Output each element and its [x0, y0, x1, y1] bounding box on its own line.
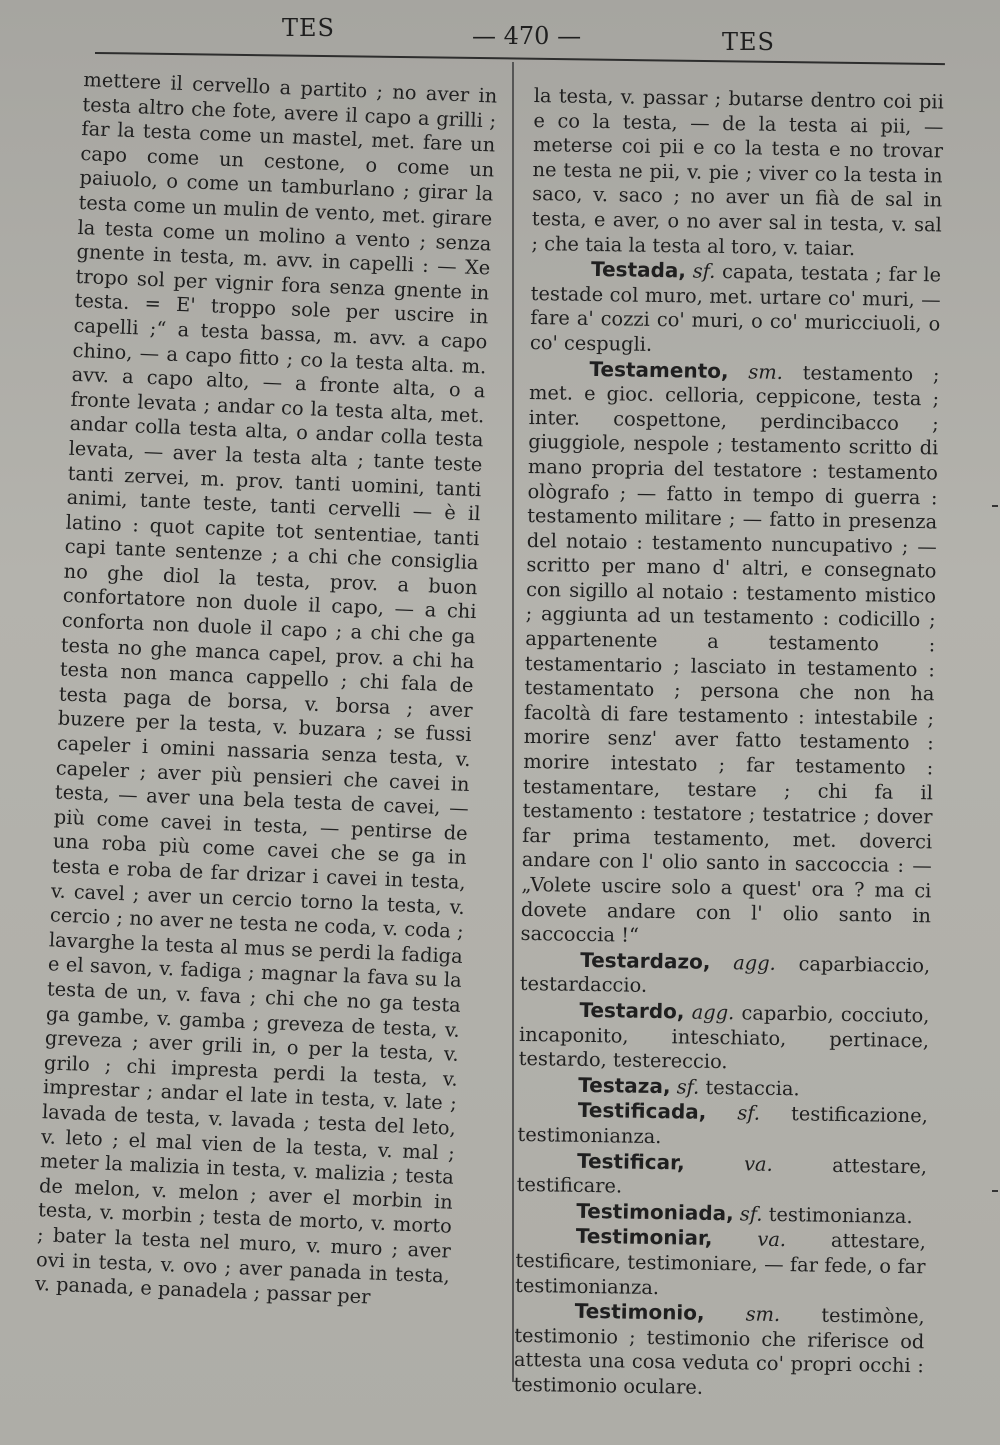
dictionary-entry	[530, 256, 942, 362]
dictionary-entry	[515, 1223, 926, 1304]
running-header	[0, 10, 1000, 56]
entry-pos: sf.	[692, 259, 716, 284]
entry-pos: sm.	[745, 1302, 781, 1327]
entry-pos: agg.	[733, 951, 776, 975]
entry-pos: va.	[757, 1227, 787, 1252]
entry-definition: attestare, testificare, testimoniare, — far fede, o far testimonianza.	[514, 1229, 927, 1299]
entry-headword: Testardazo,	[580, 947, 711, 974]
entry-headword: Testaza,	[578, 1072, 671, 1099]
right-column	[513, 84, 944, 1404]
right-column-continuation: la testa, v. passar ; butarse dentro coi pii e co la testa, — de la testa ai pii, — meterse coi pii e co la testa e no trovar ne testa ne pii, v. pie ; viver co la testa in saco, v. saco ; no aver un fià de sal in testa, e aver, o no aver sal in testa, v. sal ; che taia la testa al toro, v. taiar.	[531, 84, 944, 260]
entry-pos: sm.	[748, 359, 784, 384]
entry-definition: testificazione, testimonianza.	[517, 1102, 929, 1149]
entry-headword: Testardo,	[579, 997, 685, 1024]
dictionary-entry	[520, 947, 931, 1004]
column-divider	[512, 62, 514, 1382]
left-column	[35, 68, 498, 1313]
entry-headword: Testimoniada,	[576, 1198, 734, 1225]
entry-pos: sf.	[676, 1075, 700, 1099]
dictionary-entry	[518, 997, 929, 1078]
entry-headword: Testimonio,	[574, 1298, 705, 1325]
entry-pos: agg.	[691, 1000, 735, 1025]
left-column-text: mettere il cervello a partito ; no aver in testa altro che fote, avere il capo a grilli ; far la testa come un mastel, met. fare un capo come un cestone, o come un paiuolo, o come un tamburlano ; girar la testa come un mulin de vento, met. girare la testa come un molino a vento ; senza gnente in testa, m. avv. in capelli : — Xe tropo sol per vignir fora senza gnente in testa. = E' troppo sole per uscire in capelli ;“ a testa bassa, m. avv. a capo chino, — a capo fitto ; co la testa alta. m. avv. a capo alto, — a fronte alta, o a fronte levata ; andar co la testa alta, met. andar colla testa alta, o andar colla testa levata, — aver la testa alta ; tante teste tanti zervei, m. prov. tanti uomini, tanti animi, tante teste, tanti cervelli — è il latino : quot capite tot sententiae, tanti capi tante sentenze ; a chi che consiglia no ghe diol la testa, prov. a buon confortatore non duole il capo, — a chi conforta non duole il capo ; a chi che ga testa no ghe manca capel, prov. a chi ha testa non manca cappello ; chi fala de testa paga de borsa, v. borsa ; aver buzere per la testa, v. buzara ; se fussi capeler i omini nassaria senza testa, v. capeler ; aver più pensieri che cavei in testa, — aver una bela testa de cavei, — più come cavei in testa, — pentirse de una roba più come cavei che se ga in testa e roba de far drizar i cavei in testa, v. cavel ; aver un cercio torno la testa, v. cercio ; no aver ne testa ne coda, v. coda ; lavarghe la testa al mus se perdi la fadiga e el savon, v. fadiga ; magnar la fava su la testa de un, v. fava ; chi che no ga testa ga gambe, v. gamba ; greveza de testa, v. greveza ; aver grili in, o per la testa, v. grilo ; chi impresta perdi la testa, v. imprestar ; andar el late in testa, v. late ; lavada de testa, v. lavada ; testa del leto, v. leto ; el mal vien de la testa, v. mal ; meter la malizia in testa, v. malizia ; testa de melon, v. melon ; aver el morbin in testa, v. morbin ; testa de morto, v. morto ; bater la testa nel muro, v. muro ; aver ovi in testa, v. ovo ; aver panada in testa, v. panada, e panadela ; passar per	[34, 68, 498, 1309]
entry-definition: caparbio, cocciuto, incaponito, inteschiato, pertinace, testardo, testereccio.	[518, 1001, 930, 1074]
entry-definition: testimòne, testimonio ; testimonio che riferisce od attesta una cosa veduta co' propri occhi : testimonio oculare.	[513, 1303, 925, 1399]
dictionary-entry	[517, 1147, 928, 1204]
entry-headword: Testificada,	[577, 1098, 707, 1125]
header-guide-word-left: TES	[282, 14, 335, 42]
entry-pos: va.	[743, 1151, 773, 1176]
entry-definition: caparbiaccio, testardaccio.	[519, 952, 931, 998]
entry-definition: capata, testata ; far le testade col muro, met. urtare co' muri, — fare a' cozzi co' muri, o co' muricciuoli, o co' cespugli.	[529, 260, 942, 356]
entry-headword: Testimoniar,	[575, 1224, 713, 1251]
entry-definition: attestare, testificare.	[516, 1153, 928, 1198]
entry-headword: Testificar,	[576, 1148, 685, 1175]
page-number: — 470 —	[472, 22, 582, 50]
dictionary-entry	[520, 355, 939, 953]
entry-definition: testimonianza.	[768, 1202, 913, 1228]
edge-tick-mark	[992, 1190, 998, 1192]
entry-pos: sf.	[739, 1202, 763, 1226]
header-rule	[95, 52, 945, 65]
dictionary-entry	[513, 1298, 925, 1404]
entry-headword: Testada,	[590, 257, 687, 283]
edge-tick-mark	[992, 505, 998, 507]
entry-definition: testaccia.	[705, 1075, 800, 1101]
header-guide-word-right: TES	[722, 28, 775, 56]
entry-pos: sf.	[737, 1101, 761, 1126]
entry-headword: Testamento,	[589, 356, 729, 383]
dictionary-entry	[517, 1097, 928, 1154]
entry-definition: testamento ; met. e gioc. celloria, ceppicone, testa ; inter. cospettone, perdincibacco ; giuggiole, nespole ; testamento scritto di mano propria del testatore : testamento ològrafo ; — fatto in tempo di guerra : testamento militare ; — fatto in presenza del notaio : testamento nuncupativo ; — scritto per mano d' altri, e consegnato con sigillo al notaio : testamento mistico ; aggiunta ad un testamento : codicillo ; appartenente a testamento : testamentario ; lasciato in testamento : testamentato ; persona che non ha facoltà di fare testamento : intestabile ; morire senz' aver fatto testamento : morire intestato ; far testamento : testamentare, testare ; chi fa il testamento : testatore ; testatrice ; dover far prima testamento, met. doverci andare con l' olio santo in saccoccia : — „Volete uscire solo a quest' ora ? ma ci dovete andare con l' olio santo in saccoccia !“	[520, 360, 940, 947]
